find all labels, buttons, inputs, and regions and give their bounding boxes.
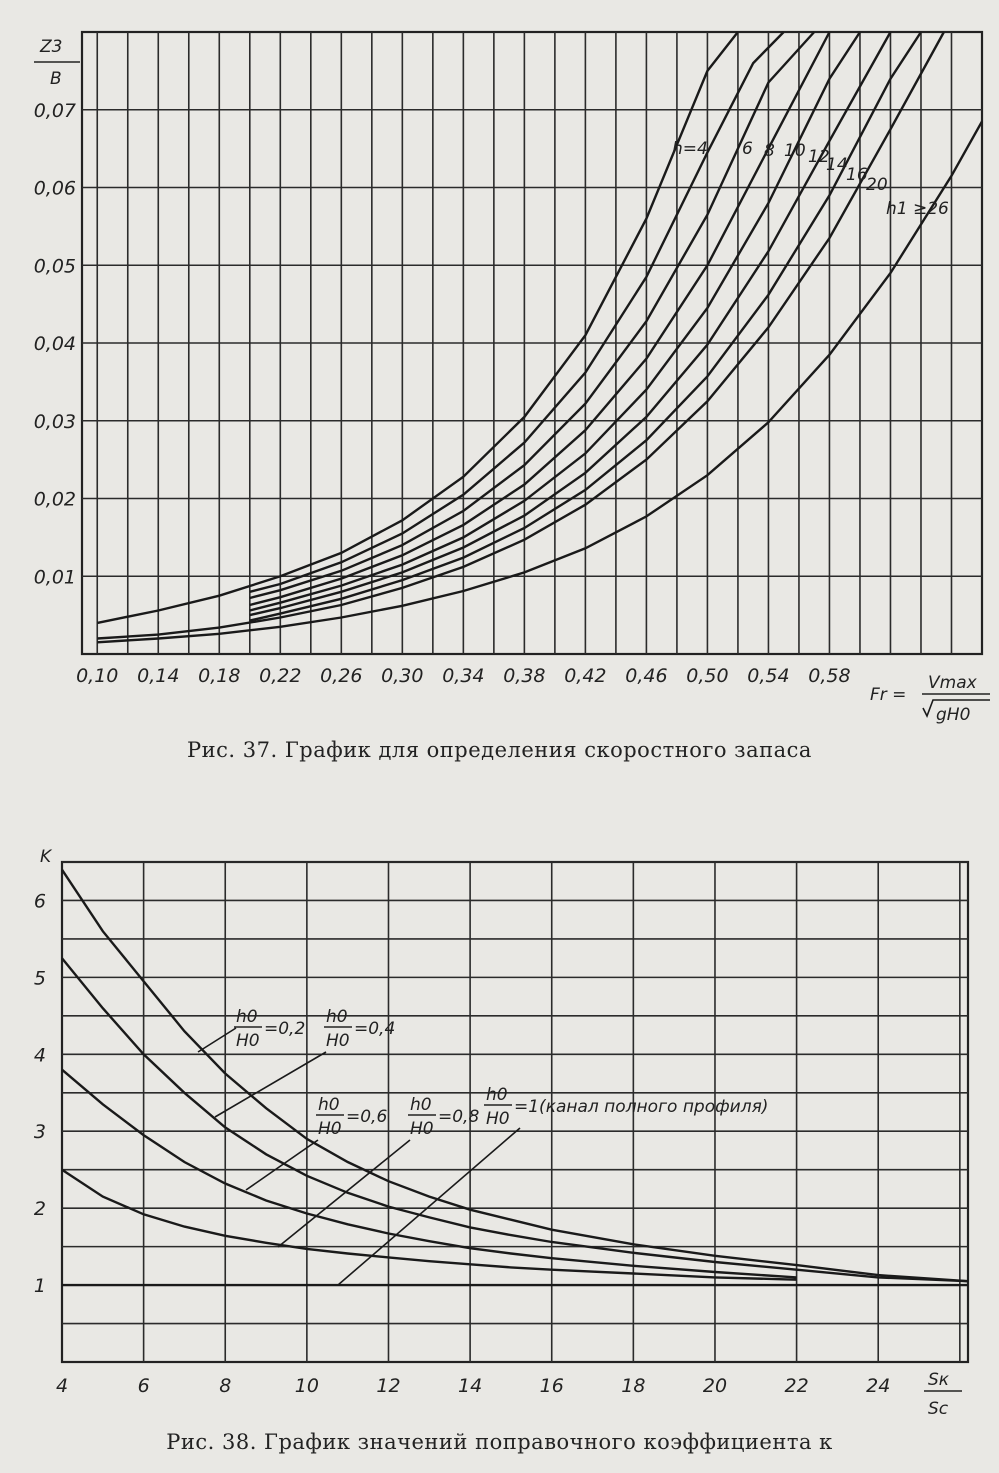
- curve-label-numerator: h0: [326, 1007, 348, 1027]
- chart1-x-tick-label: 0,34: [442, 665, 485, 687]
- chart2-tick-labels: [34, 890, 890, 1397]
- chart2-x-tick-label: 16: [539, 1375, 564, 1397]
- curve-label-denominator: H0: [236, 1031, 260, 1051]
- chart2-x-tick-label: 4: [55, 1375, 69, 1397]
- chart1-curve-label: h=4: [672, 139, 708, 159]
- chart1-x-tick-label: 0,14: [137, 665, 180, 687]
- chart2-x-tick-label: 14: [458, 1375, 483, 1397]
- chart1-series-line: [97, 32, 944, 639]
- curve-label-denominator: H0: [410, 1119, 434, 1139]
- chart1-y-tick-label: 0,07: [33, 99, 76, 122]
- curve-label-numerator: h0: [486, 1085, 508, 1105]
- chart1-curve-label: 6: [742, 139, 753, 159]
- chart1-x-tick-label: 0,10: [76, 665, 119, 687]
- curve-label-denominator: H0: [486, 1109, 510, 1129]
- x2-label-denominator: Sc: [928, 1399, 949, 1419]
- chart2-series-line: [62, 1170, 797, 1280]
- chart2-series-line: [62, 958, 968, 1281]
- curve-label-value: =0,4: [354, 1019, 396, 1039]
- chart2-x-tick-label: 8: [219, 1375, 232, 1397]
- curve-label-numerator: h0: [318, 1095, 340, 1115]
- x-label-denominator: gH0: [936, 705, 971, 725]
- chart2-curve-label: [198, 1007, 305, 1052]
- chart2-x-tick-label: 18: [621, 1375, 646, 1397]
- chart1-x-tick-label: 0,38: [503, 665, 546, 687]
- chart1-x-tick-label: 0,50: [686, 665, 729, 687]
- curve-label-leader: [338, 1128, 520, 1285]
- chart2-x-tick-label: 24: [866, 1375, 891, 1397]
- figure1-caption: Рис. 37. График для определения скоростного запаса: [187, 738, 812, 762]
- x2-label-numerator: Sк: [928, 1370, 950, 1390]
- chart2-curve-label: [338, 1085, 768, 1285]
- chart2-x-tick-label: 12: [376, 1375, 401, 1397]
- chart1-curve-label: 14: [826, 155, 848, 175]
- chart1-curve-label: 20: [866, 175, 888, 195]
- chart1-x-axis-title: [870, 673, 990, 725]
- x-label-numerator: Vmax: [928, 673, 977, 693]
- chart1-curve-label: 12: [808, 147, 830, 167]
- chart1-curve-label: 10: [784, 141, 806, 161]
- chart1-x-tick-label: 0,46: [625, 665, 668, 687]
- chart2-x-tick-label: 6: [137, 1375, 150, 1397]
- x-label-prefix: Fr =: [870, 685, 907, 705]
- chart1-y-tick-label: 0,02: [33, 488, 76, 511]
- chart2-x-tick-label: 20: [702, 1375, 728, 1397]
- curve-label-numerator: h0: [236, 1007, 258, 1027]
- chart2-series-line: [62, 1070, 797, 1278]
- chart2-curve-label: [215, 1007, 395, 1117]
- chart1-y-tick-label: 0,05: [33, 255, 76, 278]
- curve-label-value: =1(канал полного профиля): [514, 1097, 769, 1117]
- y-label-denominator: B: [50, 69, 62, 89]
- chart2-x-tick-label: 10: [294, 1375, 319, 1397]
- chart2-y-axis-title: K: [40, 847, 52, 867]
- curve-label-value: =0,6: [346, 1107, 388, 1127]
- chart1-curve-label: h1 ≥26: [886, 199, 949, 219]
- chart2-curve-label: [278, 1095, 479, 1247]
- chart1-curve-label: 16: [846, 165, 868, 185]
- chart1-series-line: [250, 32, 891, 615]
- curve-label-denominator: H0: [318, 1119, 342, 1139]
- chart1-curve-labels: [672, 139, 949, 219]
- curve-label-leader: [246, 1140, 318, 1190]
- chart2-y-tick-label: 2: [33, 1198, 46, 1221]
- chart1-x-tick-label: 0,58: [808, 665, 851, 687]
- chart2-y-tick-label: 5: [33, 967, 46, 990]
- chart2-y-tick-label: 1: [33, 1275, 46, 1298]
- chart1-curve-label: 8: [764, 141, 775, 161]
- curve-label-leader: [198, 1028, 236, 1052]
- chart2-y-tick-label: 6: [33, 890, 46, 913]
- chart2-x-axis-title: [924, 1370, 962, 1419]
- chart2-curve-labels: [198, 1007, 768, 1285]
- curve-label-leader: [278, 1140, 410, 1247]
- chart1-y-tick-label: 0,06: [33, 177, 76, 200]
- chart2-curve-label: [246, 1095, 387, 1190]
- chart1-y-tick-label: 0,04: [33, 333, 76, 355]
- chart1-x-tick-label: 0,30: [381, 665, 424, 687]
- chart2-series-line: [62, 870, 968, 1281]
- chart1-y-tick-label: 0,01: [33, 566, 76, 589]
- curve-label-leader: [215, 1052, 326, 1117]
- chart2-y-tick-label: 3: [33, 1121, 46, 1144]
- chart2-grid: [62, 862, 968, 1362]
- chart1-x-tick-label: 0,22: [259, 665, 302, 687]
- chart1-x-tick-label: 0,18: [198, 665, 241, 687]
- chart2-y-tick-label: 4: [33, 1044, 46, 1067]
- chart1-series-line: [250, 32, 814, 598]
- curve-label-value: =0,2: [264, 1019, 306, 1039]
- chart1-y-axis-title: [34, 37, 80, 89]
- chart1-series-line: [97, 121, 982, 642]
- chart1-y-tick-label: 0,03: [33, 410, 76, 433]
- chart1-x-tick-label: 0,42: [564, 665, 607, 687]
- chart2-curves: [62, 870, 968, 1285]
- figure2-caption: Рис. 38. График значений поправочного коэффициента к: [166, 1430, 833, 1454]
- curve-label-numerator: h0: [410, 1095, 432, 1115]
- curve-label-denominator: H0: [326, 1031, 350, 1051]
- chart2-frame: [62, 862, 968, 1362]
- chart1-grid: [82, 32, 982, 654]
- y-label-numerator: Z3: [40, 37, 63, 57]
- chart1-curves: [97, 32, 982, 642]
- curve-label-value: =0,8: [438, 1107, 480, 1127]
- chart1-x-tick-label: 0,26: [320, 665, 363, 687]
- chart1-x-tick-label: 0,54: [747, 665, 790, 687]
- chart2-x-tick-label: 22: [784, 1375, 809, 1397]
